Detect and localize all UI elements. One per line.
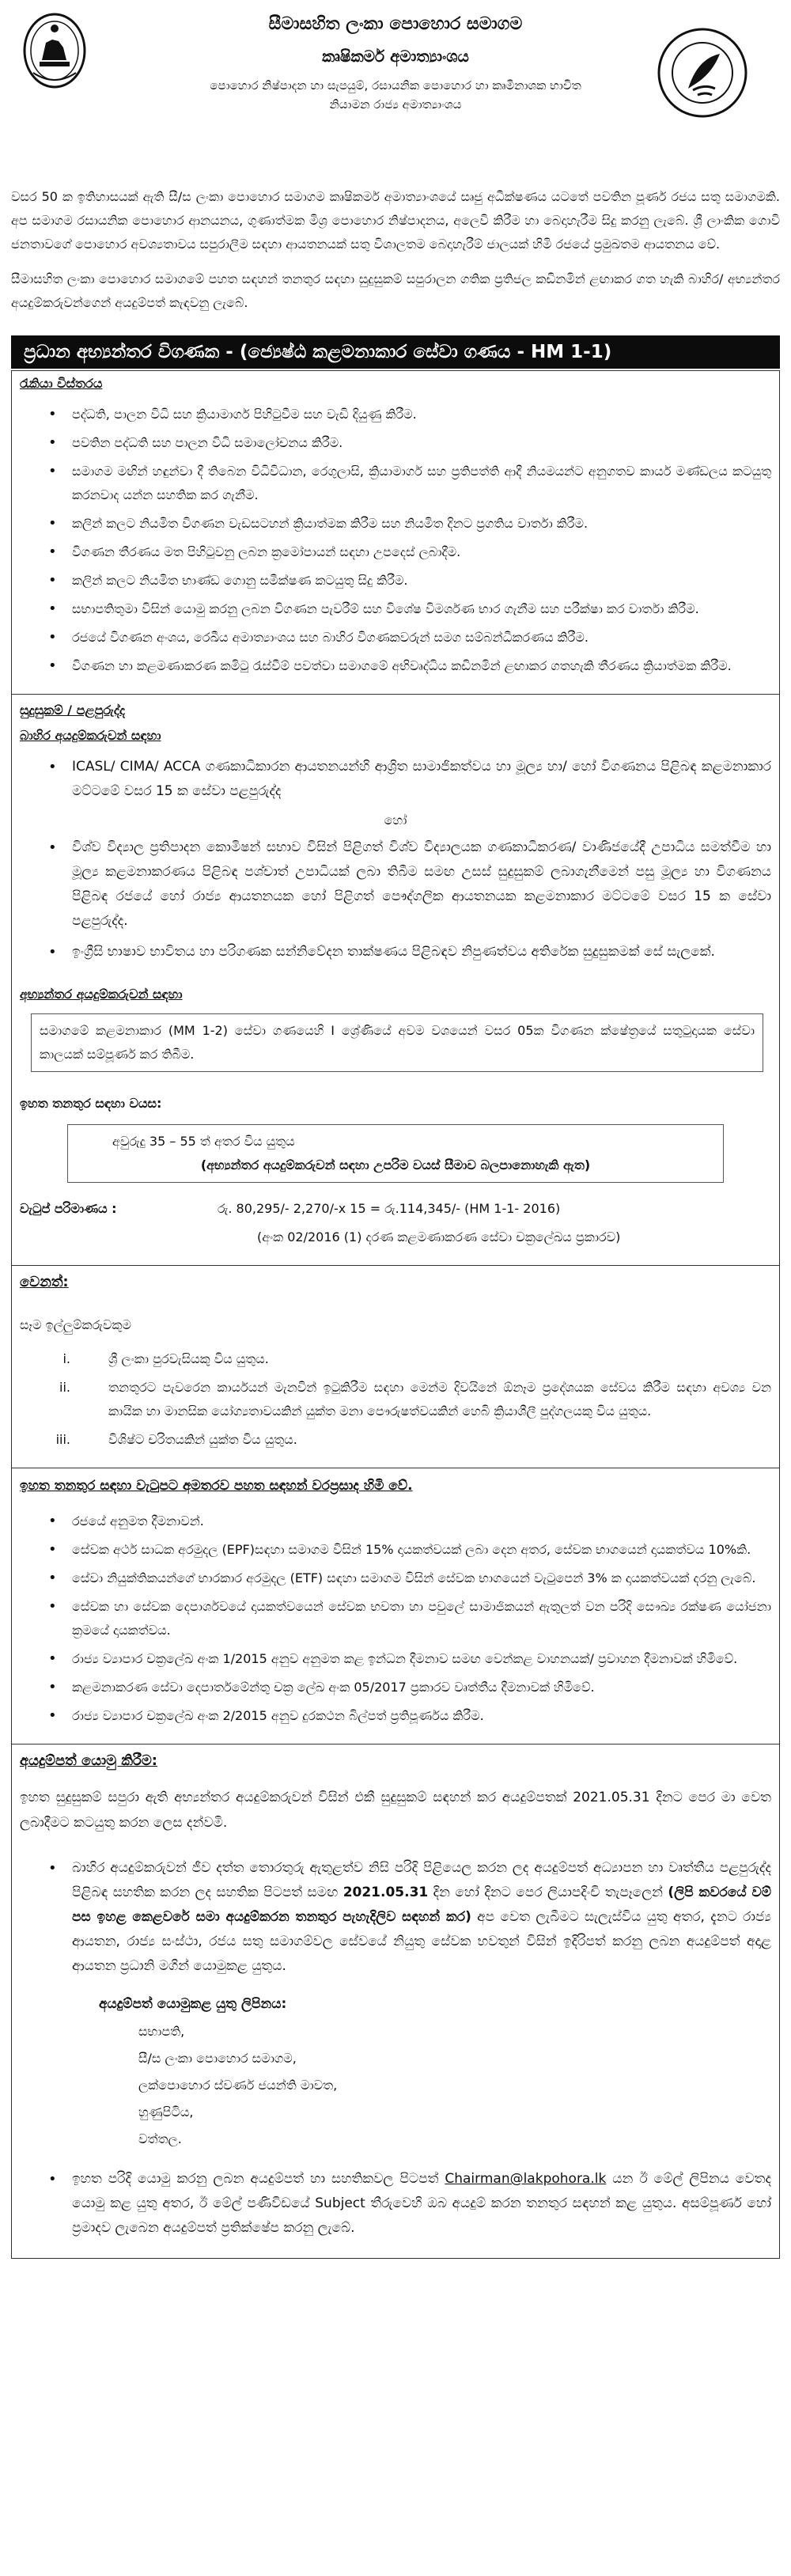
internal-qualification-box <box>31 1013 763 1072</box>
envelope-instruction: (ලිපි කවරයේ වම් පස ඉහළ කෙළවරේ සමා අයදුම්කරන තනතුර පැහැදිලිව සඳහන් කර) <box>72 1885 771 1925</box>
external-qualification-item: • විශ්ව විද්‍යාල ප්‍රතිපාදන කොමිෂන් සභාව විසින් පිළිගත් විශ්ව විද්‍යාලයක ගණකාධිකරණ/ වාණිජයේදී උපාධිය සමත්වීම හා මූල්‍ය කළමනාකරණය පිළිබඳ පශ්චාත් උපාධියක් ලබා තිබීම සමඟ උසස් සුදුසුකම් ලබාගැනීමෙන් පසු මූල්‍ය හා විගණනය පිළිබඳ රජයේ හෝ රාජ්‍ය ආයතනයක හෝ පිළිගත් පෞද්ගලික ආයතනයක කළමනාකාර මට්ටමේ වසර 15 ක සේවා පළපුරුද්ද. <box>72 835 771 934</box>
internal-applicants-heading: අභ්‍යන්තර අයදුම්කරුවන් සඳහා <box>20 987 183 1002</box>
salary-scale: රු. 80,295/- 2,270/-x 15 = රු.114,345/- (HM 1-1- 2016) <box>218 1201 561 1216</box>
duty-item: • සමාගම මඟින් හඳුන්වා දී තිබෙන විධිවිධාන, රෙගුලාසි, ක්‍රියාමාර්ග සහ ප්‍රතිපත්ති ආදී නියමයන්ට අනුගතව කාර්ය මණ්ඩලය කටයුතු කරනවාද යන්න සහතික කර ගැනීම. <box>72 460 771 507</box>
benefits-heading: ඉහත තනතුර සඳහා වැටුපට අමතරව පහත සඳහන් වරප්‍රසාද හිමි වේ. <box>20 1478 413 1494</box>
state-ministry-line1: පොහොර නිෂ්පාදන හා සැපයුම්, රසායනික පොහොර හා කෘමිනාශක භාවිත <box>210 78 581 93</box>
external-qualification-item: • ඉංග්‍රීසි භාෂාව භාවිතය හා පරිගණක සන්නිවේදන තාක්ෂණය පිළිබඳව නිපුණත්වය අතිරේක සුදුසුකමක් සේ සැලකේ. <box>72 940 771 964</box>
benefit-item: • සේවක අර්ථ සාධක අරමුදල (EPF)සඳහා සමාගම විසින් 15% දායකත්වයක් ලබා දෙන අතර, සේවක භාගයෙන් දායකත්වය 10%කි. <box>72 1538 771 1562</box>
requirement-text: ශ්‍රී ලංකා පුරවැසියකු විය යුතුය. <box>108 1351 269 1366</box>
age-box <box>67 1124 724 1183</box>
duty-item: • පවතින පද්ධති සහ පාලන විධි සමාලෝචනය කිරීම. <box>72 431 771 455</box>
external-qualifications-list-continued <box>20 835 771 964</box>
lakpohora-seal-icon <box>657 27 748 119</box>
address-line: සභාපති, <box>138 2024 185 2039</box>
other-heading: වෙනත්: <box>20 1274 69 1290</box>
external-application-instruction <box>72 1856 771 1979</box>
external-qualification-item: • ICASL/ CIMA/ ACCA ගණකාධිකාරන ආයතනයන්හි ආශ්‍රිත සාමාජිකත්වය හා මූල්‍ය හා/ හෝ විගණනය පිළිබඳ කළමනාකාර මට්ටමේ වසර 15 ක සේවා පළපුරුද්ද <box>72 755 771 804</box>
duty-item: • කලින් කලට නියමිත භාණ්ඩ ගොනු සමීක්ෂණ කටයුතු සිදු කිරීම. <box>72 569 771 593</box>
age-note: (අභ්‍යන්තර අයදුම්කරුවන් සඳහා උපරිම වයස් සීමාව බලපානොහැකි ඇත) <box>200 1157 591 1172</box>
address-heading: අයදුම්පත් යොමුකළ යුතු ලිපිනය: <box>99 1996 287 2012</box>
postal-address <box>20 2018 771 2153</box>
application-heading: අයදුම්පත් යොමු කිරීම: <box>20 1752 157 1769</box>
email-instruction <box>72 2167 771 2241</box>
requirement-number: i. <box>62 1351 70 1366</box>
email-instruction-text-1: ඉහත පරිදි යොමු කරනු ලබන අයදුම්පත් හා සහතිකවල පිටපත් <box>72 2171 445 2187</box>
application-instructions <box>20 1856 771 1979</box>
duty-item: • රජයේ විගණන අංශය, රෙඛීය අමාත්‍යාංශය සහ බාහිර විගණකවරුන් සමග සම්බන්ධීකරණය කිරීම. <box>72 626 771 650</box>
external-qualifications-list <box>20 755 771 804</box>
application-paragraph: ඉහත සුදුසුකම් සපුරා ඇති අභ්‍යන්තර අයදුම්කරුවන් විසින් එකී සුදුසුකම් සඳහන් කර අයදුම්පතක් 2021.05.31 දිනට පෙර මා වෙත ලබාදීමට කටයුතු කරන ලෙස දන්වමි. <box>20 1790 771 1831</box>
position-title-bar: ප්‍රධාන අභ්‍යන්තර විගණක - (ජ්‍යෙෂ්ඨ කළමනාකාර සේවා ගණය - HM 1-1) <box>11 335 780 369</box>
other-section <box>11 1266 780 1468</box>
email-instruction-text-2: යන ඊ මේල් ලිපිනය වෙතද යොමු කළ යුතු අතර, ඊ මේල් පණිවිඩයේ Subject තීරුවෙහි ඔබ අයදුම් කරන තනතුර සඳහන් කළ යුතුය. අසම්පූර්ණ හෝ ප්‍රමාදව ලැබෙන අයදුම්පත් ප්‍රතික්ෂේප කරනු ලැබේ. <box>72 2171 772 2236</box>
header <box>11 0 780 172</box>
salary-row <box>20 1197 771 1221</box>
application-section <box>11 1744 780 2259</box>
requirement-item <box>20 1428 771 1452</box>
duty-item: • විගණන හා කළමණාකරණ කමිටු රැස්වීම් පවත්වා සමාගමේ අභිවෘද්ධිය කඩිනමින් ළඟාකර ගතහැකි තීරණය ක්‍රියාත්මක කිරීම. <box>72 654 771 678</box>
address-line: වත්තල. <box>138 2131 182 2146</box>
external-applicants-heading: බාහිර අයදුම්කරුවන් සඳහා <box>20 728 161 743</box>
intro-paragraph-2: සීමාසහිත ලංකා පොහොර සමාගමේ පහත සඳහන් තනතුර සඳහා සුදුසුකම් සපුරාලන ගතික ප්‍රතිජල කඩිනමින් ළඟාකර ගත හැකි බාහිර/ අභ්‍යන්තර අයදුම්කරුවන්ගෙන් අයදුම්පත් කැඳවනු ලැබේ. <box>11 271 780 310</box>
benefits-list <box>20 1510 771 1728</box>
benefits-section <box>11 1468 780 1744</box>
requirement-text: තනතුරට පැවරෙන කාර්යයන් මැනවින් ඉටුකිරීම සඳහා මෙන්ම දිවයිනේ ඕනෑම ප්‍රදේශයක සේවය කිරීම සඳහා අවශ්‍ය වන කායික හා මානසික යෝග්‍යතාවයකින් යුක්ත මනා පෞරුෂත්වයකින් හෙබි ක්‍රියාශීලී පුද්ගලයකු විය යුතුය. <box>108 1380 771 1419</box>
instruction-text-2: දින හෝ දිනට පෙර ලියාපදිංචි තැපෑලෙන් <box>428 1885 668 1900</box>
instruction-text-3: අප වෙත ලැබීමට සැලැස්විය යුතු අතර, දැනට රාජ්‍ය ආයතන, රාජ්‍ය සංස්ථා, රජය සතු සමාගම්වල සේවයේ නියුතු සේවක භවතුන් විසින් ඉදිරිපත් කරනු ලබන අයදුම්පත් අදාළ ආයතන ප්‍රධානි මගින් යොමුකළ යුතුය. <box>72 1909 771 1974</box>
benefit-item: • රාජ්‍ය ව්‍යාපාර චක්‍රලේඛ අංක 2/2015 අනුව දුරකථන බිල්පත් ප්‍රතිපූර්ණය කිරීම. <box>72 1704 771 1728</box>
email-instructions <box>20 2167 771 2241</box>
other-requirements-list <box>20 1347 771 1452</box>
requirement-item <box>20 1376 771 1423</box>
duties-heading: රැකියා විස්තරය <box>20 376 103 391</box>
benefit-item: • රජයේ අනුමත දීමනාවන්. <box>72 1510 771 1533</box>
closing-date: 2021.05.31 <box>343 1885 429 1900</box>
duty-item: • කලින් කලට නියමිත විගණන වැඩසටහන් ක්‍රියාත්මක කිරීම සහ නියමිත දිනට ප්‍රගතිය වාර්තා කිරීම. <box>72 512 771 536</box>
address-line: සී/ස ලංකා පොහොර සමාගම, <box>138 2051 297 2066</box>
qualifications-section <box>11 695 780 1266</box>
lakpohora-logo <box>657 27 748 119</box>
ministry-name: කෘෂිකර්ම අමාත්‍යාංශය <box>322 47 469 66</box>
benefit-item: • රාජ්‍ය ව්‍යාපාර චක්‍රලේඛ අංක 1/2015 අනුව අනුමත කළ ඉන්ධන දීමනාව සමඟ වෙන්කළ වාහනයක්/ ප්‍රවාහන දීමනාවක් හිමිවේ. <box>72 1647 771 1671</box>
address-line: හුණුපිටිය, <box>138 2104 194 2120</box>
salary-circular-note: (අංක 02/2016 (1) දරණ කළමණාකරණ සේවා චක්‍රලේඛය ප්‍රකාරව) <box>257 1229 621 1244</box>
requirement-number: ii. <box>59 1380 70 1395</box>
sri-lanka-emblem-icon <box>22 11 87 90</box>
duties-section <box>11 370 780 695</box>
qualifications-heading: සුදුසුකම් / පළපුරුද්ද <box>20 703 126 718</box>
age-heading: ඉහත තනතුර සඳහා වයස: <box>20 1096 162 1111</box>
org-title: සීමාසහිත ලංකා පොහොර සමාගම <box>268 14 523 34</box>
requirement-number: iii. <box>55 1432 70 1447</box>
benefit-item: • සේවා නියුක්තිකයන්ගේ භාරකාර අරමුදල (ETF) සඳහා සමාගම විසින් සේවක භාගයෙන් වැටුපෙන් 3% ක දායකත්වයක් දරනු ලැබේ. <box>72 1566 771 1590</box>
benefit-item: • සේවක හා සේවක දෙපාර්ශවයේ දායකත්වයෙන් සේවක භවතා හා පවුලේ සාමාජිකයන් ඇතුලත් වන පරිදි සෞඛ්‍ය රක්ෂණ යෝජනා ක්‍රමයේ දායකත්වය. <box>72 1595 771 1642</box>
salary-label: වැටුප් පරිමාණය : <box>20 1201 117 1216</box>
duty-item: • පද්ධති, පාලන විධි සහ ක්‍රියාමාර්ග පිහිටුවීම සහ වැඩි දියුණු කිරීම. <box>72 403 771 426</box>
other-intro: සෑම ඉල්ලුම්කරුවකුම <box>20 1317 131 1332</box>
instruction-text-1: බාහිර අයදුම්කරුවන් ජීව දත්ත තොරතුරු ඇතුළත්ව නිසි පරිදි පිළියෙල කරන ලද අයදුම්පත් අධ්‍යාපන හා වෘත්තීය පළපුරුද්ද පිළිබඳ සහතික කරන ලද සහතික පිටපත් සමඟ <box>72 1860 771 1900</box>
benefit-item: • කළමනාකරණ සේවා දෙපාර්තමේන්තු චක්‍ර ලේඛ අංක 05/2017 ප්‍රකාරව වෘත්තීය දීමනාවක් හිමිවේ. <box>72 1676 771 1699</box>
duty-item: • විගණන තීරණය මත පිහිටුවනු ලබන ක්‍රමෝපායන් සඳහා උපදෙස් ලබාදීම. <box>72 540 771 564</box>
address-line: ලක්පොහොර ස්වර්ණ ජයන්ති මාවත, <box>138 2078 338 2093</box>
requirement-item <box>20 1347 771 1371</box>
age-range: අවුරුදු 35 – 55 ත් අතර විය යුතුය <box>112 1134 295 1149</box>
or-separator: හෝ <box>384 813 407 828</box>
duty-item: • සභාපතිතුමා විසින් යොමු කරනු ලබන විගණන පැවරීම් සහ විශේෂ විමර්ශණ භාර ගැනීම සහ පරීක්ෂා කර වාර්තා කිරීම. <box>72 597 771 621</box>
chairman-email-link[interactable]: Chairman@lakpohora.lk <box>445 2171 607 2187</box>
internal-qualification-text: සමාගමේ කළමනාකාර (MM 1-2) සේවා ගණයෙහි I ශ්‍රේණියේ අවම වශයෙන් වසර 05ක විගණන ක්ෂේත්‍රයේ සතුටුදායක සේවා කාලයක් සම්පූර්ණ කර තිබීම. <box>40 1023 755 1062</box>
state-ministry-line2: නියාමන රාජ්‍ය අමාත්‍යාංශය <box>329 97 462 112</box>
requirement-text: විශිෂ්ට චරිතයකින් යුක්ත විය යුතුය. <box>108 1432 297 1447</box>
duties-list <box>20 403 771 678</box>
intro-paragraph-1: වසර 50 ක ඉතිහාසයක් ඇති සී/ස ලංකා පොහොර සමාගම කෘෂිකර්ම අමාත්‍යාංශයේ සෘජු අධීක්ෂණය යටතේ පවතින පූර්ණ රජය සතු සමාගමකි. අප සමාගම රසායනික පොහොර ආනයනය, ගුණාත්මක මිශ්‍ර පොහොර නිෂ්පාදනය, අලෙවි කිරීම හා බෙදාහැරීම සිදු කරනු ලැබේ. ශ්‍රී ලාංකික ගොවි ජනතාවගේ පොහොර අවශ්‍යතාවය සපුරාලීම සඳහා ආයතනයක් සතු විශාලතම බෙදාහැරීම් ජාලයක් හිමි රජයේ ප්‍රමුඛතම ආයතනය වේ. <box>11 189 780 252</box>
